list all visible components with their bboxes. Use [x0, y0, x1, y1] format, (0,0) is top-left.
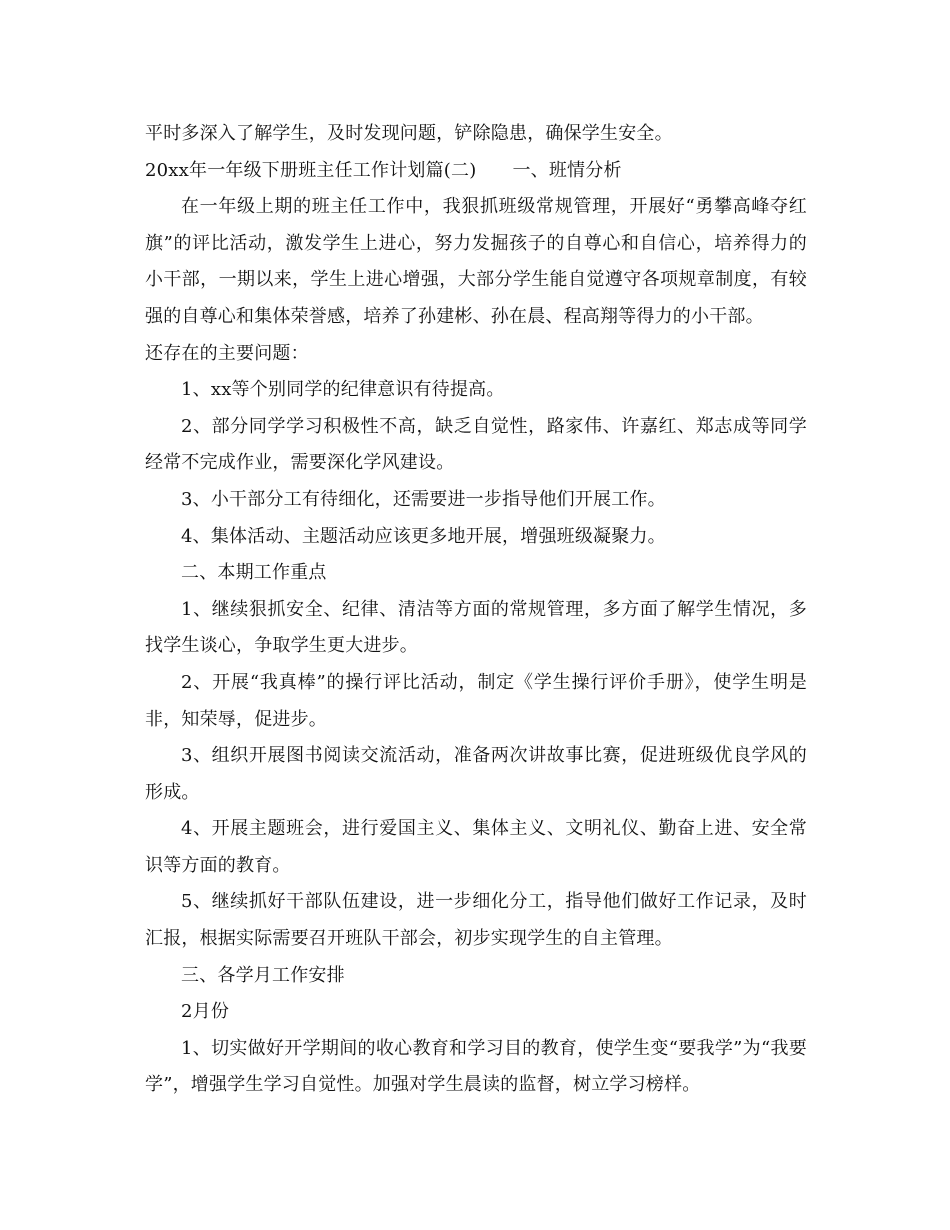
paragraph-problems-intro: 还存在的主要问题： — [145, 342, 309, 364]
list-item-problem-2: 2、部分同学学习积极性不高，缺乏自觉性，路家伟、许嘉红、郑志成等同学经常不完成作业，需要深化学风建设。 — [145, 415, 807, 474]
plan-title: 20xx年一年级下册班主任工作计划篇(二) — [145, 159, 477, 181]
list-item-problem-4: 4、集体活动、主题活动应该更多地开展，增强班级凝聚力。 — [181, 525, 666, 547]
section-heading-class-analysis: 一、班情分析 — [512, 159, 622, 181]
paragraph-safety: 平时多深入了解学生，及时发现问题，铲除隐患，确保学生安全。 — [145, 123, 673, 144]
list-item-focus-5: 5、继续抓好干部队伍建设，进一步细化分工，指导他们做好工作记录，及时汇报，根据实际需要召开班队干部会，初步实现学生的自主管理。 — [145, 891, 807, 950]
list-item-february-1: 1、切实做好开学期间的收心教育和学习目的教育，使学生变“要我学”为“我要学”，增强学生学习自觉性。加强对学生晨读的监督，树立学习榜样。 — [145, 1037, 807, 1096]
list-item-problem-3: 3、小干部分工有待细化，还需要进一步指导他们开展工作。 — [181, 488, 666, 510]
document-body — [145, 116, 807, 1104]
list-item-focus-2: 2、开展“我真棒”的操行评比活动，制定《学生操行评价手册》，使学生明是非，知荣辱，促进步。 — [145, 671, 807, 730]
list-item-focus-1: 1、继续狠抓安全、纪律、清洁等方面的常规管理，多方面了解学生情况，多找学生谈心，争取学生更大进步。 — [145, 598, 807, 657]
section-heading-monthly-plan: 三、各学月工作安排 — [181, 964, 345, 986]
paragraph-class-overview: 在一年级上期的班主任工作中，我狠抓班级常规管理，开展好“勇攀高峰夺红旗”的评比活动，激发学生上进心，努力发掘孩子的自尊心和自信心，培养得力的小干部，一期以来，学生上进心增强，大部分学生能自觉遵守各项规章制度，有较强的自尊心和集体荣誉感，培养了孙建彬、孙在晨、程高翔等得力的小干部。 — [145, 196, 807, 327]
list-item-problem-1: 1、xx等个别同学的纪律意识有待提高。 — [181, 379, 505, 401]
section-heading-work-focus: 二、本期工作重点 — [181, 562, 327, 584]
list-item-focus-3: 3、组织开展图书阅读交流活动，准备两次讲故事比赛，促进班级优良学风的形成。 — [145, 745, 807, 803]
list-item-focus-4: 4、开展主题班会，进行爱国主义、集体主义、文明礼仪、勤奋上进、安全常识等方面的教育。 — [145, 818, 807, 876]
month-heading-february: 2月份 — [181, 1001, 230, 1023]
plan-title-line — [145, 153, 807, 190]
